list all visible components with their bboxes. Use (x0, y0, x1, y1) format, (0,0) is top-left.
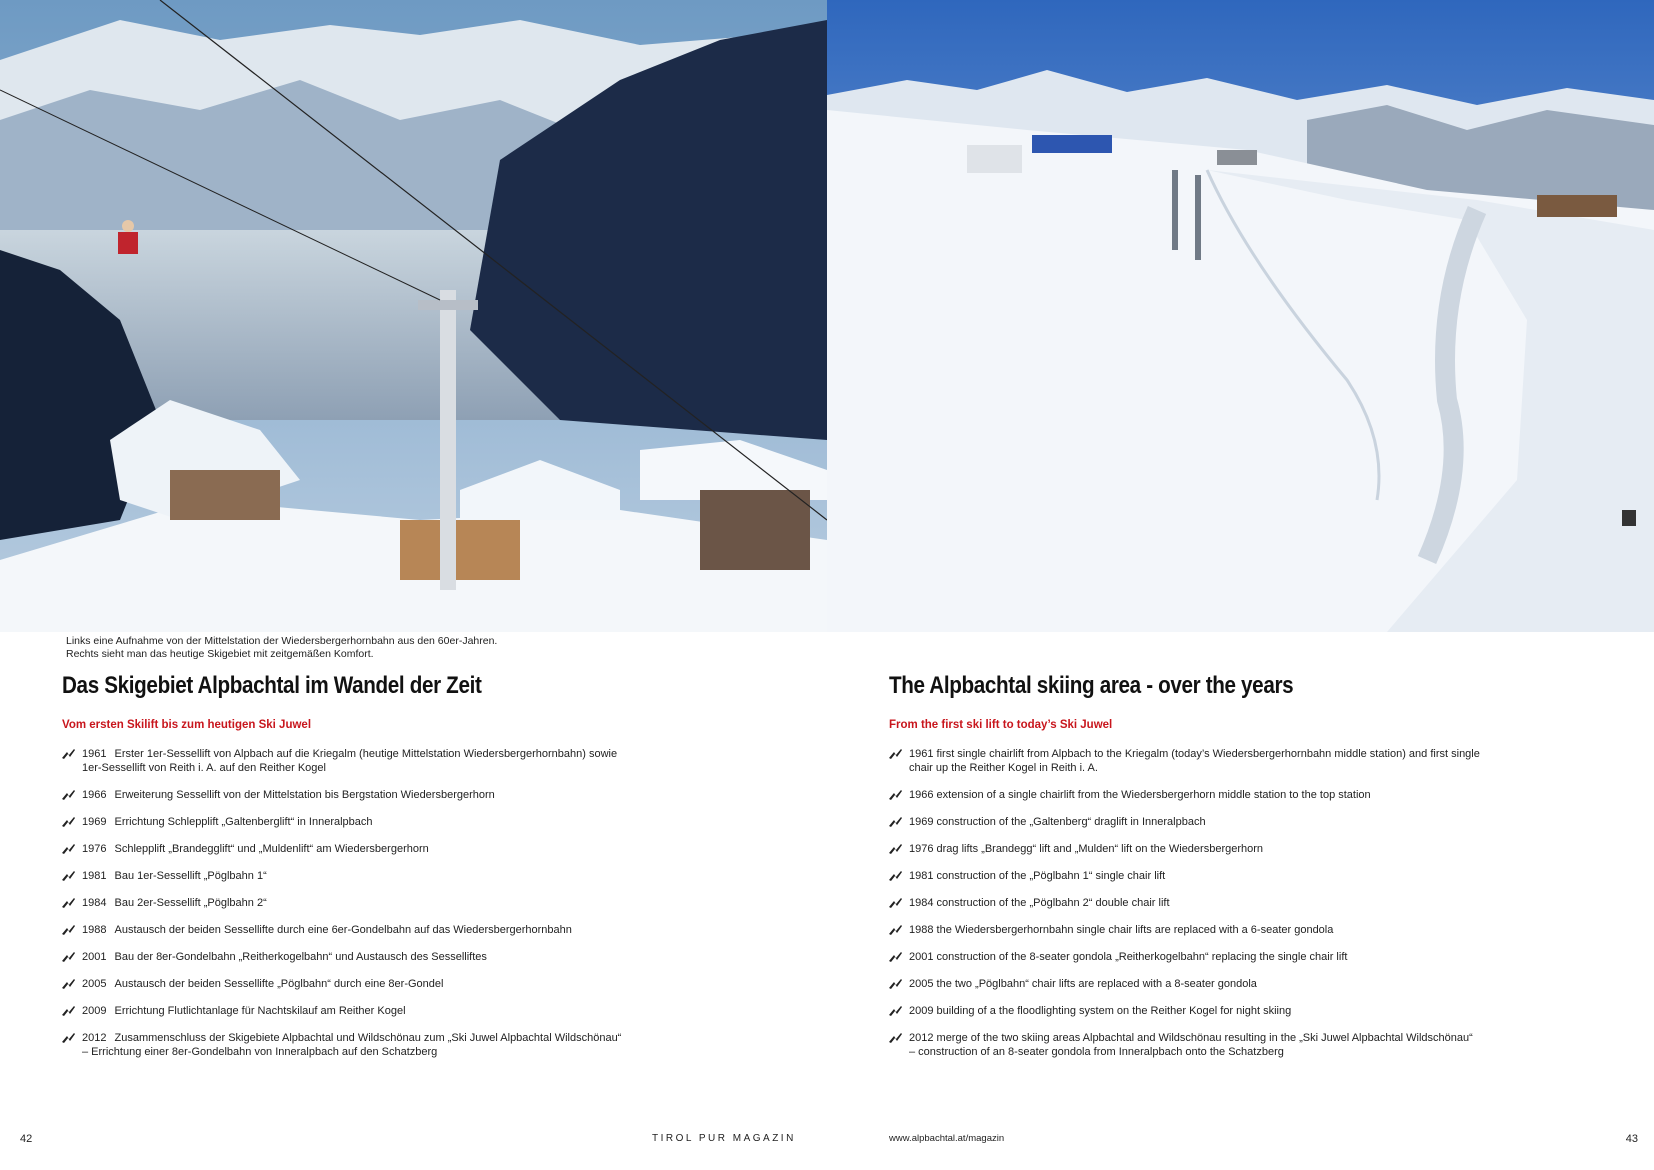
arrow-bullet-icon (62, 843, 76, 855)
timeline-item (889, 747, 1529, 775)
arrow-bullet-icon (62, 978, 76, 990)
arrow-bullet-icon (62, 897, 76, 909)
arrow-bullet-icon (889, 816, 903, 828)
arrow-bullet-icon (62, 1005, 76, 1017)
timeline-text: 2012 merge of the two skiing areas Alpbachtal and Wildschönau resulting in the „Ski Juwel Alpbachtal Wildschönau“ (909, 1032, 1473, 1044)
timeline-text: Austausch der beiden Sessellifte durch eine 6er-Gondelbahn auf das Wiedersbergerhornbahn (114, 924, 572, 936)
timeline-text: 2001 construction of the 8-seater gondola „Reitherkogelbahn“ replacing the single chair lift (909, 951, 1348, 963)
timeline-text: Zusammenschluss der Skigebiete Alpbachtal und Wildschönau zum „Ski Juwel Alpbachtal Wildschönau“ (114, 1032, 622, 1044)
arrow-bullet-icon (889, 748, 903, 760)
timeline-text: Erster 1er-Sessellift von Alpbach auf die Kriegalm (heutige Mittelstation Wiedersbergerhornbahn) sowie (114, 748, 618, 760)
timeline-year: 1961 (82, 748, 107, 760)
page-number-left: 42 (20, 1133, 33, 1145)
timeline-year: 1981 (82, 870, 107, 882)
timeline-item (62, 896, 702, 910)
timeline-year: 1966 (82, 789, 107, 801)
timeline-text: 2009 building of a the floodlighting system on the Reither Kogel for night skiing (909, 1005, 1292, 1017)
timeline-item (62, 977, 702, 991)
article-title-en: The Alpbachtal skiing area - over the years (889, 672, 1294, 699)
timeline-item (889, 1031, 1529, 1059)
timeline-text: 1984 construction of the „Pöglbahn 2“ double chair lift (909, 897, 1170, 909)
arrow-bullet-icon (62, 924, 76, 936)
arrow-bullet-icon (62, 816, 76, 828)
arrow-bullet-icon (62, 870, 76, 882)
german-article (62, 670, 702, 1072)
timeline-text: Schlepplift „Brandegglift“ und „Muldenlift“ am Wiedersbergerhorn (114, 843, 429, 855)
timeline-year: 2009 (82, 1005, 107, 1017)
timeline-text: Bau 1er-Sessellift „Pöglbahn 1“ (114, 870, 267, 882)
arrow-bullet-icon (62, 951, 76, 963)
timeline-item (62, 788, 702, 802)
arrow-bullet-icon (889, 897, 903, 909)
arrow-bullet-icon (62, 789, 76, 801)
timeline-text: 1er-Sessellift von Reith i. A. auf den Reither Kogel (82, 762, 326, 774)
timeline-year: 1976 (82, 843, 107, 855)
timeline-item (889, 896, 1529, 910)
timeline-year: 2005 (82, 978, 107, 990)
historic-ski-lift-photo (0, 0, 827, 632)
english-article (889, 670, 1529, 1072)
timeline-text: 1969 construction of the „Galtenberg“ draglift in Inneralpbach (909, 816, 1206, 828)
timeline-text: Bau der 8er-Gondelbahn „Reitherkogelbahn“ und Austausch des Sesselliftes (114, 951, 487, 963)
timeline-item (889, 950, 1529, 964)
timeline-text: – Errichtung einer 8er-Gondelbahn von Inneralpbach auf den Schatzberg (82, 1046, 438, 1058)
timeline-year: 2012 (82, 1032, 107, 1044)
timeline-item (889, 815, 1529, 829)
arrow-bullet-icon (889, 951, 903, 963)
timeline-text: – construction of an 8-seater gondola from Inneralpbach onto the Schatzberg (909, 1046, 1284, 1058)
timeline-text: chair up the Reither Kogel in Reith i. A. (909, 762, 1098, 774)
article-subtitle-de: Vom ersten Skilift bis zum heutigen Ski Juwel (62, 719, 312, 731)
timeline-text: 1961 first single chairlift from Alpbach to the Kriegalm (today’s Wiedersbergerhornbahn middle station) and first single (909, 748, 1480, 760)
timeline-text: Errichtung Flutlichtanlage für Nachtskilauf am Reither Kogel (114, 1005, 406, 1017)
caption-line: Rechts sieht man das heutige Skigebiet mit zeitgemäßen Komfort. (66, 648, 374, 660)
timeline-text: Errichtung Schlepplift „Galtenberglift“ in Inneralpbach (114, 816, 373, 828)
timeline-item (62, 747, 702, 775)
timeline-item (889, 788, 1529, 802)
timeline-text: Bau 2er-Sessellift „Pöglbahn 2“ (114, 897, 267, 909)
page-number-right: 43 (1625, 1133, 1638, 1145)
timeline-item (889, 977, 1529, 991)
timeline-item (62, 923, 702, 937)
arrow-bullet-icon (62, 1032, 76, 1044)
arrow-bullet-icon (889, 978, 903, 990)
timeline-item (889, 869, 1529, 883)
timeline-item (889, 1004, 1529, 1018)
timeline-text: Austausch der beiden Sessellifte „Pöglbahn“ durch eine 8er-Gondel (114, 978, 444, 990)
timeline-item (889, 923, 1529, 937)
timeline-text: 2005 the two „Pöglbahn“ chair lifts are replaced with a 8-seater gondola (909, 978, 1257, 990)
magazine-name: TIROL PUR MAGAZIN (652, 1133, 796, 1144)
arrow-bullet-icon (889, 789, 903, 801)
magazine-url-link[interactable]: www.alpbachtal.at/magazin (889, 1133, 1005, 1144)
arrow-bullet-icon (62, 748, 76, 760)
arrow-bullet-icon (889, 843, 903, 855)
timeline-item (62, 950, 702, 964)
timeline-item (889, 842, 1529, 856)
timeline-text: 1981 construction of the „Pöglbahn 1“ single chair lift (909, 870, 1166, 882)
modern-ski-area-photo (827, 0, 1654, 632)
timeline-text: Erweiterung Sessellift von der Mittelstation bis Bergstation Wiedersbergerhorn (114, 789, 495, 801)
timeline-year: 1988 (82, 924, 107, 936)
arrow-bullet-icon (889, 1032, 903, 1044)
timeline-item (62, 842, 702, 856)
timeline-text: 1966 extension of a single chairlift from the Wiedersbergerhorn middle station to the top station (909, 789, 1371, 801)
timeline-year: 1984 (82, 897, 107, 909)
arrow-bullet-icon (889, 924, 903, 936)
article-title-de: Das Skigebiet Alpbachtal im Wandel der Zeit (62, 672, 482, 699)
article-subtitle-en: From the first ski lift to today’s Ski Juwel (889, 719, 1113, 731)
timeline-list-de (62, 747, 702, 1059)
timeline-year: 2001 (82, 951, 107, 963)
timeline-item (62, 1004, 702, 1018)
timeline-item (62, 815, 702, 829)
timeline-item (62, 869, 702, 883)
timeline-text: 1988 the Wiedersbergerhornbahn single chair lifts are replaced with a 6-seater gondola (909, 924, 1334, 936)
timeline-year: 1969 (82, 816, 107, 828)
photo-caption (66, 635, 666, 661)
caption-line: Links eine Aufnahme von der Mittelstation der Wiedersbergerhornbahn aus den 60er-Jahren. (66, 635, 498, 647)
arrow-bullet-icon (889, 1005, 903, 1017)
timeline-list-en (889, 747, 1529, 1059)
arrow-bullet-icon (889, 870, 903, 882)
timeline-item (62, 1031, 702, 1059)
timeline-text: 1976 drag lifts „Brandegg“ lift and „Mulden“ lift on the Wiedersbergerhorn (909, 843, 1264, 855)
